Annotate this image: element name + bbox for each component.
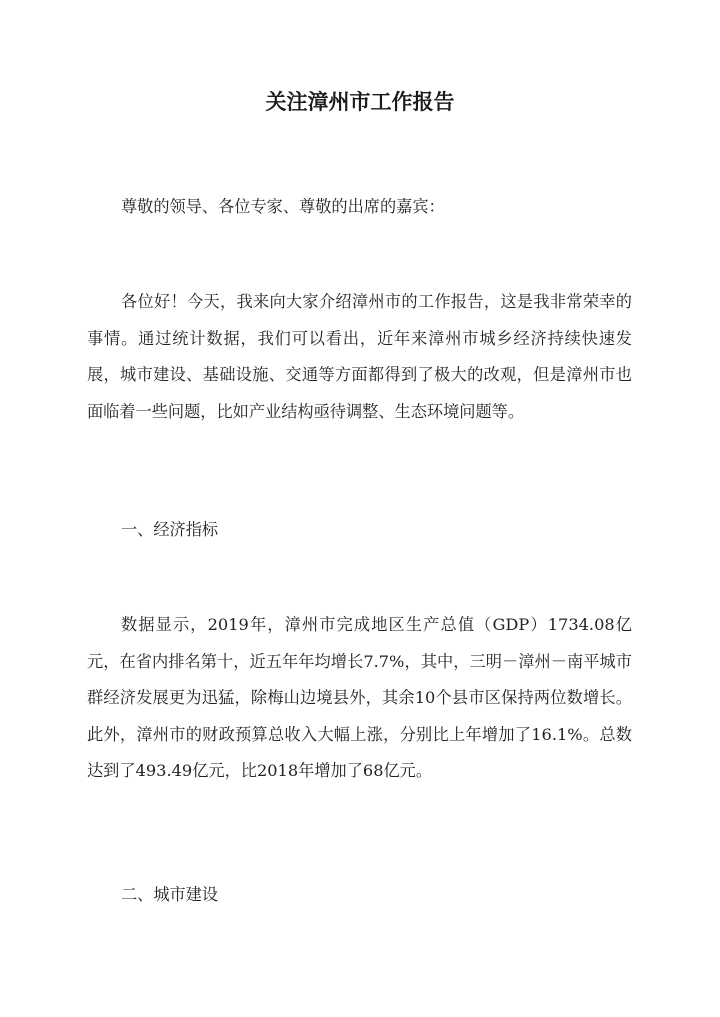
intro-paragraph: 各位好！今天，我来向大家介绍漳州市的工作报告，这是我非常荣幸的事情。通过统计数据，我们可以看出，近年来漳州市城乡经济持续快速发展，城市建设、基础设施、交通等方面都得到了极大的改观，但是漳州市也面临着一些问题，比如产业结构亟待调整、生态环境问题等。 (87, 292, 632, 421)
greeting-paragraph: 尊敬的领导、各位专家、尊敬的出席的嘉宾： (121, 197, 445, 216)
document-title: 关注漳州市工作报告 (265, 89, 455, 114)
economy-paragraph: 数据显示，2019年，漳州市完成地区生产总值（GDP）1734.08亿元，在省内排名第十，近五年年均增长7.7%，其中，三明－漳州－南平城市群经济发展更为迅猛，除梅山边境县外，其余10个县市区保持两位数增长。此外，漳州市的财政预算总收入大幅上涨，分别比上年增加了16.1%。总数达到了493.49亿元，比2018年增加了68亿元。 (87, 615, 632, 780)
section-heading-city-construction: 二、城市建设 (121, 885, 219, 904)
section-heading-economy: 一、经济指标 (121, 520, 219, 539)
